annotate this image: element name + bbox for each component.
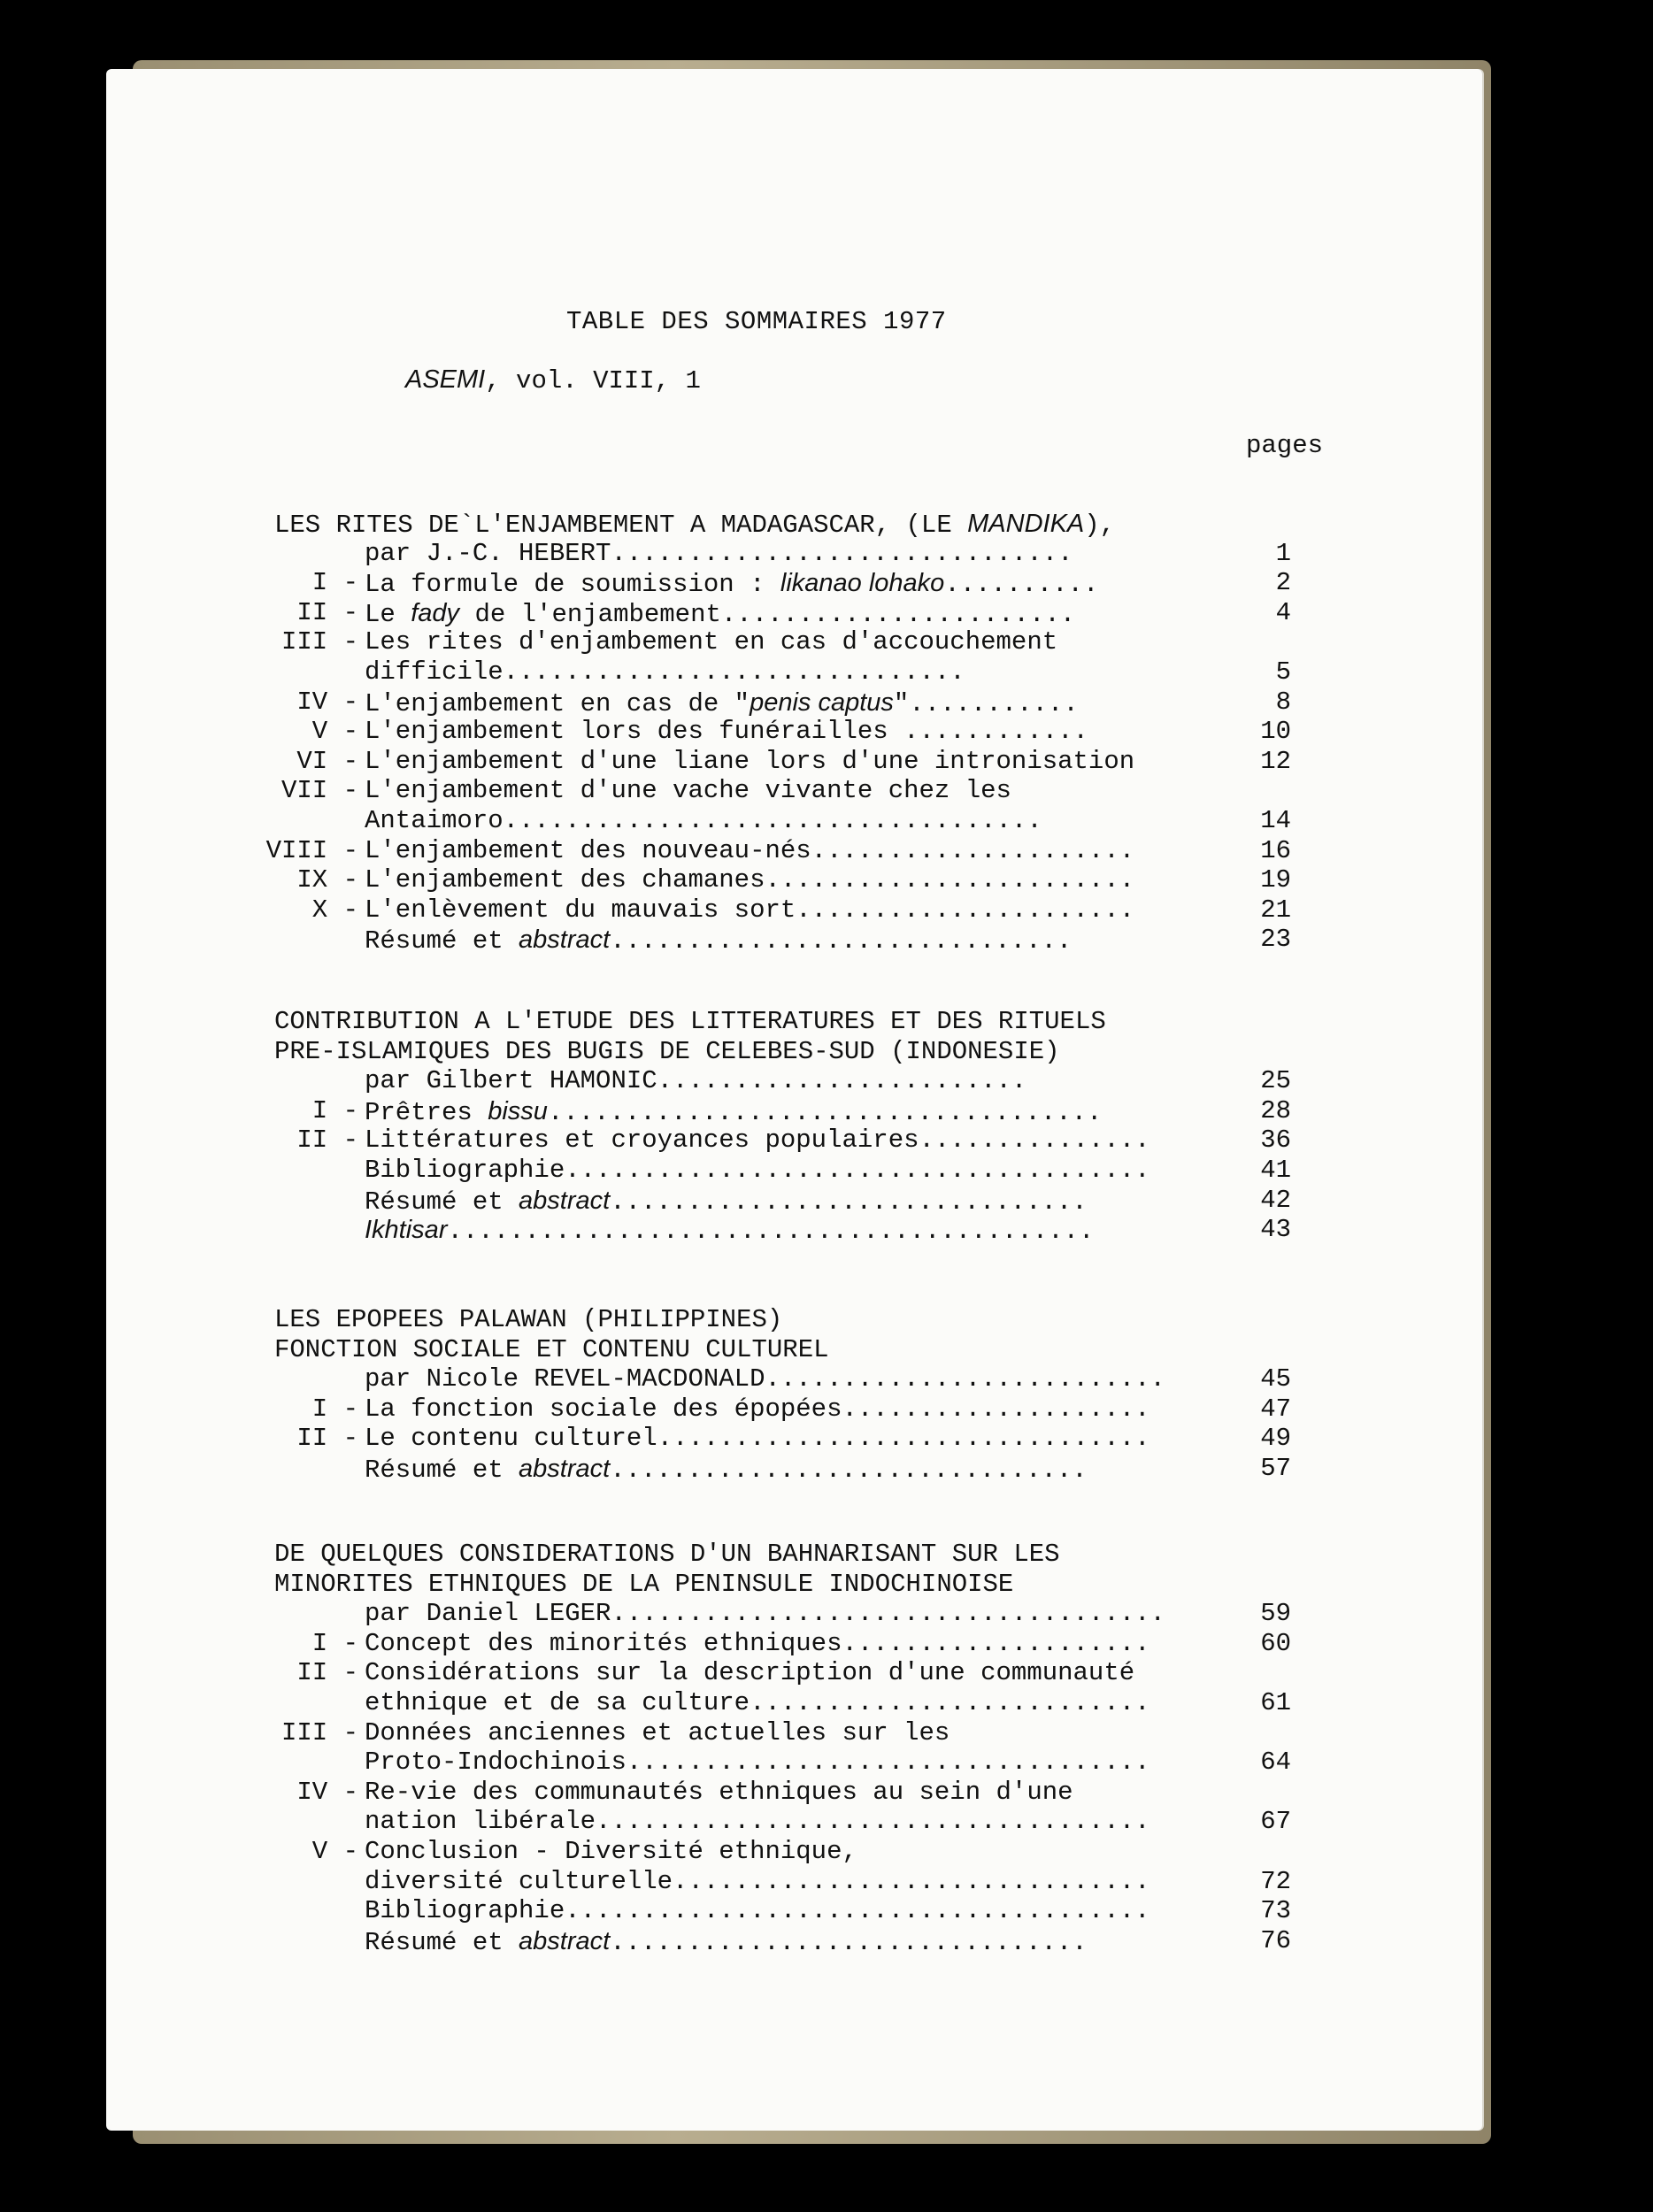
italic-term: abstract xyxy=(519,1186,611,1215)
page-number: 14 xyxy=(1260,806,1291,835)
page-number: 64 xyxy=(1260,1747,1291,1778)
entry-text: L'enjambement des nouveau-nés..................... xyxy=(365,835,1135,865)
page-number: 2 xyxy=(1275,568,1291,598)
section-title: LES RITES DE`L'ENJAMBEMENT A MADAGASCAR, (LE MANDIKA), xyxy=(274,510,1116,540)
page-number: 73 xyxy=(1260,1896,1291,1926)
page-number: 28 xyxy=(1260,1095,1291,1125)
page-number: 1 xyxy=(1275,538,1291,568)
italic-term: likanao lohako xyxy=(780,569,945,598)
entry-text: Le contenu culturel................................ xyxy=(365,1424,1150,1454)
journal-line xyxy=(405,365,701,396)
entry-text: Bibliographie...................................... xyxy=(365,1156,1150,1185)
page-number: 10 xyxy=(1260,717,1291,747)
entry-number: VIII - xyxy=(265,835,358,865)
entry-text: Antaimoro................................... xyxy=(365,806,1042,835)
italic-term: fady xyxy=(411,598,460,627)
journal-name: ASEMI xyxy=(405,365,486,394)
entry-number: I - xyxy=(311,1394,358,1424)
entry-text: Résumé et abstract.............................. xyxy=(365,926,1073,956)
entry-text: Ikhtisar.......................................... xyxy=(365,1216,1095,1247)
entry-text: Conclusion - Diversité ethnique, xyxy=(365,1837,857,1866)
entry-number: II - xyxy=(296,597,358,627)
page-number: 67 xyxy=(1260,1807,1291,1837)
page-number: 12 xyxy=(1260,746,1291,776)
entry-text: La fonction sociale des épopées.................... xyxy=(365,1394,1150,1424)
entry-number: IX - xyxy=(296,865,358,895)
page-number: 47 xyxy=(1260,1394,1291,1424)
entry-text: par J.-C. HEBERT.............................. xyxy=(365,538,1073,568)
entry-number: I - xyxy=(311,568,358,598)
page-number: 49 xyxy=(1260,1424,1291,1454)
entry-text: Les rites d'enjambement en cas d'accouchement xyxy=(365,627,1058,657)
document-title: TABLE DES SOMMAIRES 1977 xyxy=(566,307,947,336)
entry-text: Concept des minorités ethniques.................... xyxy=(365,1628,1150,1658)
section-title: DE QUELQUES CONSIDERATIONS D'UN BAHNARISANT SUR LES xyxy=(274,1540,1060,1569)
entry-text: L'enjambement en cas de "penis captus"........... xyxy=(365,687,1079,718)
page-number: 76 xyxy=(1260,1925,1291,1955)
entry-number: IV - xyxy=(296,687,358,717)
entry-text: L'enjambement lors des funérailles ............ xyxy=(365,717,1088,747)
entry-text: Résumé et abstract............................... xyxy=(365,1926,1088,1957)
pages-label: pages xyxy=(1246,431,1324,460)
italic-term: abstract xyxy=(519,1926,611,1955)
entry-number: VI - xyxy=(296,746,358,776)
entry-text: Re-vie des communautés ethniques au sein d'une xyxy=(365,1777,1073,1807)
page-number: 43 xyxy=(1260,1215,1291,1245)
page-number: 45 xyxy=(1260,1364,1291,1394)
italic-term: MANDIKA xyxy=(967,510,1085,538)
page-number: 59 xyxy=(1260,1599,1291,1629)
journal-volume: , vol. VIII, 1 xyxy=(485,366,701,396)
entry-text: Littératures et croyances populaires............... xyxy=(365,1125,1150,1156)
entry-number: I - xyxy=(311,1628,358,1658)
entry-text: Bibliographie...................................... xyxy=(365,1896,1150,1926)
entry-text: L'enjambement des chamanes........................ xyxy=(365,865,1135,895)
italic-term: bissu xyxy=(488,1096,548,1125)
page-number: 72 xyxy=(1260,1866,1291,1896)
page-number: 19 xyxy=(1260,865,1291,895)
section-title: MINORITES ETHNIQUES DE LA PENINSULE INDOCHINOISE xyxy=(274,1569,1014,1599)
entry-number: II - xyxy=(296,1658,358,1688)
entry-number: VII - xyxy=(281,776,358,806)
italic-term: Ikhtisar xyxy=(365,1216,448,1245)
entry-text: diversité culturelle............................... xyxy=(365,1866,1150,1896)
page-number: 5 xyxy=(1275,657,1291,687)
entry-text: L'enjambement d'une liane lors d'une intronisation xyxy=(365,746,1135,776)
page-number: 4 xyxy=(1275,597,1291,627)
entry-text: Considérations sur la description d'une communauté xyxy=(365,1658,1135,1688)
entry-text: ethnique et de sa culture.......................... xyxy=(365,1688,1150,1717)
italic-term: penis captus xyxy=(750,687,894,717)
entry-number: II - xyxy=(296,1125,358,1156)
entry-number: II - xyxy=(296,1424,358,1454)
entry-text: Données anciennes et actuelles sur les xyxy=(365,1717,950,1747)
entry-text: Résumé et abstract............................... xyxy=(365,1455,1088,1485)
page-number: 60 xyxy=(1260,1628,1291,1658)
entry-text: L'enjambement d'une vache vivante chez les xyxy=(365,776,1011,806)
entry-text: par Gilbert HAMONIC........................ xyxy=(365,1066,1027,1096)
entry-text: difficile.............................. xyxy=(365,657,965,687)
entry-number: IV - xyxy=(296,1777,358,1807)
entry-text: Prêtres bissu.................................... xyxy=(365,1096,1103,1127)
entry-text: L'enlèvement du mauvais sort...................... xyxy=(365,895,1135,925)
entry-number: V - xyxy=(311,1837,358,1866)
page-number: 61 xyxy=(1260,1688,1291,1717)
page-number: 36 xyxy=(1260,1125,1291,1156)
italic-term: abstract xyxy=(519,1455,611,1483)
section-title: FONCTION SOCIALE ET CONTENU CULTUREL xyxy=(274,1334,829,1364)
page-number: 42 xyxy=(1260,1185,1291,1215)
italic-term: abstract xyxy=(519,926,611,955)
entry-text: Résumé et abstract............................... xyxy=(365,1186,1088,1217)
section-title: CONTRIBUTION A L'ETUDE DES LITTERATURES ET DES RITUELS xyxy=(274,1007,1106,1036)
entry-text: par Nicole REVEL-MACDONALD.......................... xyxy=(365,1364,1165,1394)
page-number: 16 xyxy=(1260,835,1291,865)
page-number: 23 xyxy=(1260,925,1291,955)
page-number: 25 xyxy=(1260,1066,1291,1096)
entry-number: I - xyxy=(311,1095,358,1125)
entry-number: III - xyxy=(281,627,358,657)
page-number: 8 xyxy=(1275,687,1291,717)
page-number: 21 xyxy=(1260,895,1291,925)
entry-text: Le fady de l'enjambement....................... xyxy=(365,598,1076,629)
entry-text: Proto-Indochinois.................................. xyxy=(365,1747,1150,1778)
entry-text: par Daniel LEGER.................................... xyxy=(365,1599,1165,1629)
section-title: LES EPOPEES PALAWAN (PHILIPPINES) xyxy=(274,1305,783,1334)
entry-number: III - xyxy=(281,1717,358,1747)
page-number: 41 xyxy=(1260,1156,1291,1185)
entry-number: X - xyxy=(311,895,358,925)
entry-text: nation libérale.................................... xyxy=(365,1807,1150,1837)
entry-number: V - xyxy=(311,717,358,747)
section-title: PRE-ISLAMIQUES DES BUGIS DE CELEBES-SUD (INDONESIE) xyxy=(274,1036,1060,1066)
page-number: 57 xyxy=(1260,1454,1291,1483)
entry-text: La formule de soumission : likanao lohako.......... xyxy=(365,569,1099,600)
